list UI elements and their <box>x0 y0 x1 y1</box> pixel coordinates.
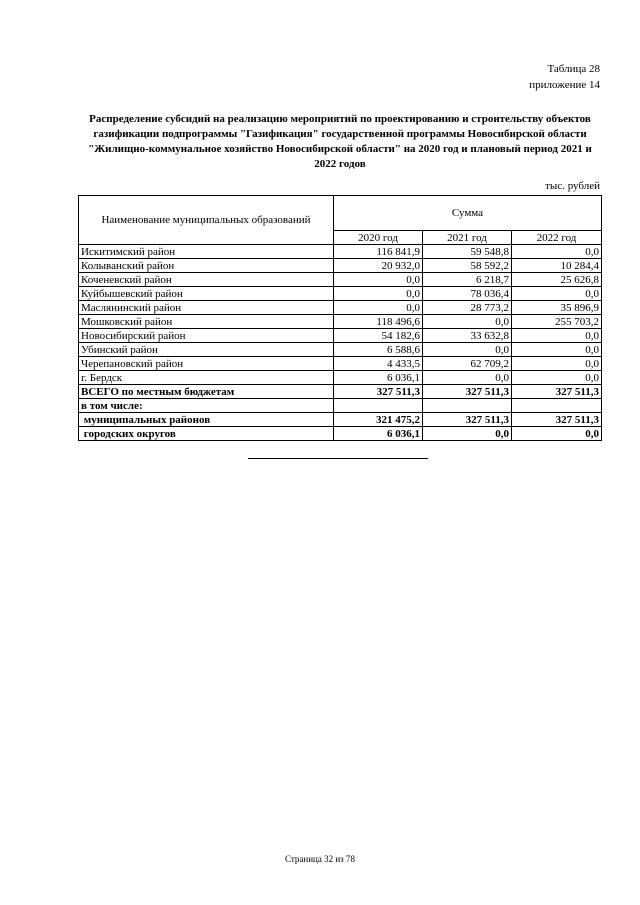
cell-2021: 59 548,8 <box>423 245 512 259</box>
subsidy-table <box>78 195 602 441</box>
column-header-sum: Сумма <box>334 196 602 231</box>
column-header-2020: 2020 год <box>334 231 423 245</box>
including-row <box>79 399 602 413</box>
table-row <box>79 301 602 315</box>
cell-2022: 255 703,2 <box>512 315 602 329</box>
cell-name: Черепановский район <box>79 357 334 371</box>
cell-name: Мошковский район <box>79 315 334 329</box>
cell-2021: 6 218,7 <box>423 273 512 287</box>
cell-2022: 0,0 <box>512 329 602 343</box>
table-row <box>79 259 602 273</box>
cell-2021: 28 773,2 <box>423 301 512 315</box>
cell-empty <box>423 399 512 413</box>
cell-2022: 10 284,4 <box>512 259 602 273</box>
cell-2020: 0,0 <box>334 273 423 287</box>
table-row <box>79 329 602 343</box>
cell-2021: 0,0 <box>423 343 512 357</box>
cell-2020: 0,0 <box>334 301 423 315</box>
cell-2020: 20 932,0 <box>334 259 423 273</box>
cell-name: городских округов <box>79 427 334 441</box>
cell-2020: 321 475,2 <box>334 413 423 427</box>
cell-2021: 78 036,4 <box>423 287 512 301</box>
page-footer: Страница 32 из 78 <box>285 854 355 864</box>
column-header-name: Наименование муниципальных образований <box>79 196 334 245</box>
cell-2021: 0,0 <box>423 315 512 329</box>
cell-name: в том числе: <box>79 399 334 413</box>
cell-2022: 0,0 <box>512 287 602 301</box>
table-row <box>79 315 602 329</box>
table-row <box>79 245 602 259</box>
table-number: Таблица 28 <box>547 63 600 75</box>
title-line: газификации подпрограммы "Газификация" государственной программы Новосибирской области <box>93 128 587 140</box>
cell-2022: 35 896,9 <box>512 301 602 315</box>
cell-2022: 0,0 <box>512 343 602 357</box>
table-row <box>79 273 602 287</box>
cell-2022: 327 511,3 <box>512 413 602 427</box>
cell-2022: 0,0 <box>512 371 602 385</box>
cell-2021: 327 511,3 <box>423 413 512 427</box>
table-row <box>79 343 602 357</box>
cell-name: Убинский район <box>79 343 334 357</box>
cell-2021: 62 709,2 <box>423 357 512 371</box>
cell-2021: 0,0 <box>423 371 512 385</box>
cell-2020: 6 036,1 <box>334 427 423 441</box>
column-header-2021: 2021 год <box>423 231 512 245</box>
cell-2021: 327 511,3 <box>423 385 512 399</box>
table-row <box>79 371 602 385</box>
cell-name: муниципальных районов <box>79 413 334 427</box>
table-row <box>79 357 602 371</box>
cell-empty <box>334 399 423 413</box>
cell-2022: 0,0 <box>512 357 602 371</box>
cell-2021: 33 632,8 <box>423 329 512 343</box>
separator-line <box>248 458 428 459</box>
table-header-row <box>79 196 602 231</box>
cell-2020: 327 511,3 <box>334 385 423 399</box>
title-line: 2022 годов <box>314 158 366 170</box>
cell-2020: 116 841,9 <box>334 245 423 259</box>
subtotal-row <box>79 427 602 441</box>
cell-2022: 0,0 <box>512 427 602 441</box>
cell-2022: 0,0 <box>512 245 602 259</box>
cell-2020: 54 182,6 <box>334 329 423 343</box>
cell-name: Новосибирский район <box>79 329 334 343</box>
appendix-number: приложение 14 <box>529 79 600 91</box>
document-title <box>78 112 602 172</box>
cell-2022: 25 626,8 <box>512 273 602 287</box>
subtotal-row <box>79 413 602 427</box>
table-row <box>79 287 602 301</box>
cell-name: Куйбышевский район <box>79 287 334 301</box>
cell-2020: 6 588,6 <box>334 343 423 357</box>
cell-2021: 0,0 <box>423 427 512 441</box>
cell-name: Колыванский район <box>79 259 334 273</box>
title-line: "Жилищно-коммунальное хозяйство Новосибирской области" на 2020 год и плановый период 2021 и <box>88 143 592 155</box>
cell-name: Искитимский район <box>79 245 334 259</box>
cell-2021: 58 592,2 <box>423 259 512 273</box>
units-label: тыс. рублей <box>545 180 600 192</box>
cell-name: Маслянинский район <box>79 301 334 315</box>
cell-2020: 0,0 <box>334 287 423 301</box>
cell-2020: 6 036,1 <box>334 371 423 385</box>
cell-2020: 4 433,5 <box>334 357 423 371</box>
cell-name: г. Бердск <box>79 371 334 385</box>
cell-empty <box>512 399 602 413</box>
title-line: Распределение субсидий на реализацию мероприятий по проектированию и строительству объектов <box>89 113 591 125</box>
total-row <box>79 385 602 399</box>
cell-2022: 327 511,3 <box>512 385 602 399</box>
column-header-2022: 2022 год <box>512 231 602 245</box>
cell-name: Коченевский район <box>79 273 334 287</box>
cell-name: ВСЕГО по местным бюджетам <box>79 385 334 399</box>
cell-2020: 118 496,6 <box>334 315 423 329</box>
